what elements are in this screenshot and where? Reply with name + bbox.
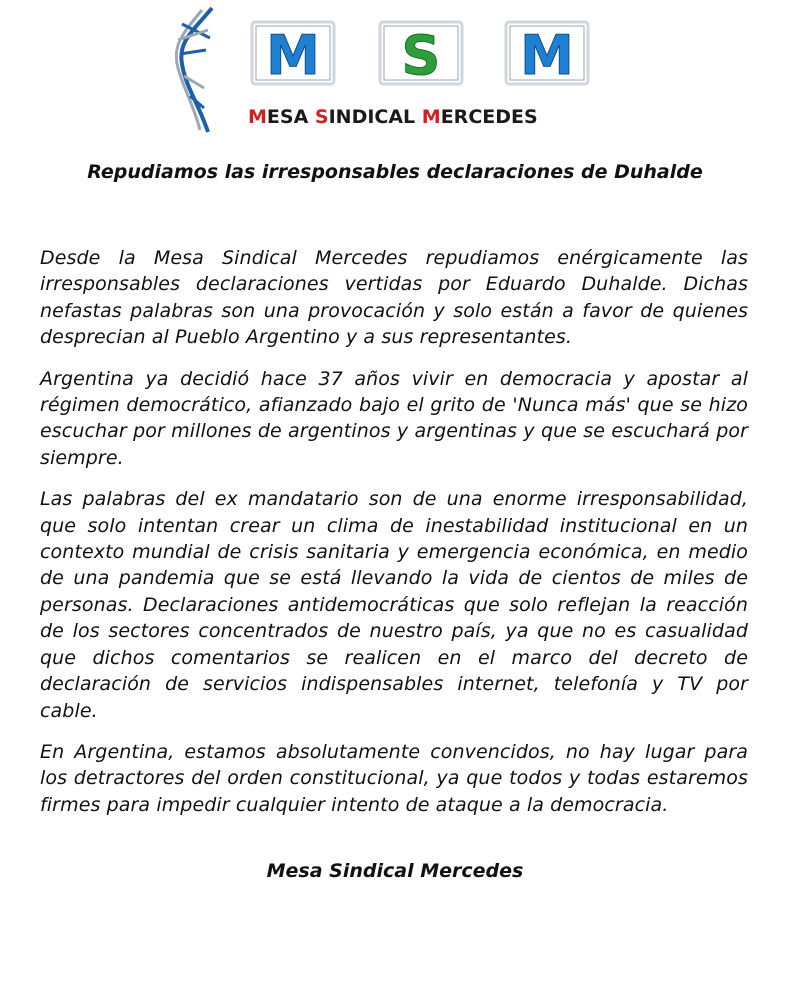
svg-text:M: M	[266, 24, 320, 87]
page-title: Repudiamos las irresponsables declaraciones de Duhalde	[87, 161, 703, 183]
logo-letter-s	[380, 22, 462, 87]
logo-letter-m-first	[252, 22, 334, 87]
paragraph-4: En Argentina, estamos absolutamente convencidos, no hay lugar para los detractores del orden constitucional, ya que todos y todas estaremos firmes para impedir cualquier intento de ataque a la democracia.	[40, 740, 748, 816]
paragraph-2: Argentina ya decidió hace 37 años vivir en democracia y apostar al régimen democrático, afianzado bajo el grito de 'Nunca más' que se hizo escuchar por millones de argentinos y argentinas y que se escuchará por siempre.	[40, 367, 748, 469]
msm-logo	[168, 4, 618, 138]
svg-text:S: S	[401, 24, 441, 87]
logo-letter-m-second	[506, 22, 588, 87]
logo-subtitle: MESA SINDICAL MERCEDES	[248, 106, 538, 128]
dna-helix-icon	[176, 8, 212, 132]
statement-body	[40, 245, 748, 833]
svg-text:M: M	[520, 24, 574, 87]
signature: Mesa Sindical Mercedes	[266, 860, 524, 882]
paragraph-3: Las palabras del ex mandatario son de una enorme irresponsabilidad, que solo intentan crear un clima de inestabilidad institucional en un contexto mundial de crisis sanitaria y emergencia económica, en medio de una pandemia que se está llevando la vida de cientos de miles de personas. Declaraciones antidemocráticas que solo reflejan la reacción de los sectores concentrados de nuestro país, ya que no es casualidad que dichos comentarios se realicen en el marco del decreto de declaración de servicios indispensables internet, telefonía y TV por cable.	[40, 488, 748, 722]
paragraph-1: Desde la Mesa Sindical Mercedes repudiamos enérgicamente las irresponsables declaraciones vertidas por Eduardo Duhalde. Dichas nefastas palabras son una provocación y solo están a favor de quienes desprecian al Pueblo Argentino y a sus representantes.	[40, 247, 748, 349]
